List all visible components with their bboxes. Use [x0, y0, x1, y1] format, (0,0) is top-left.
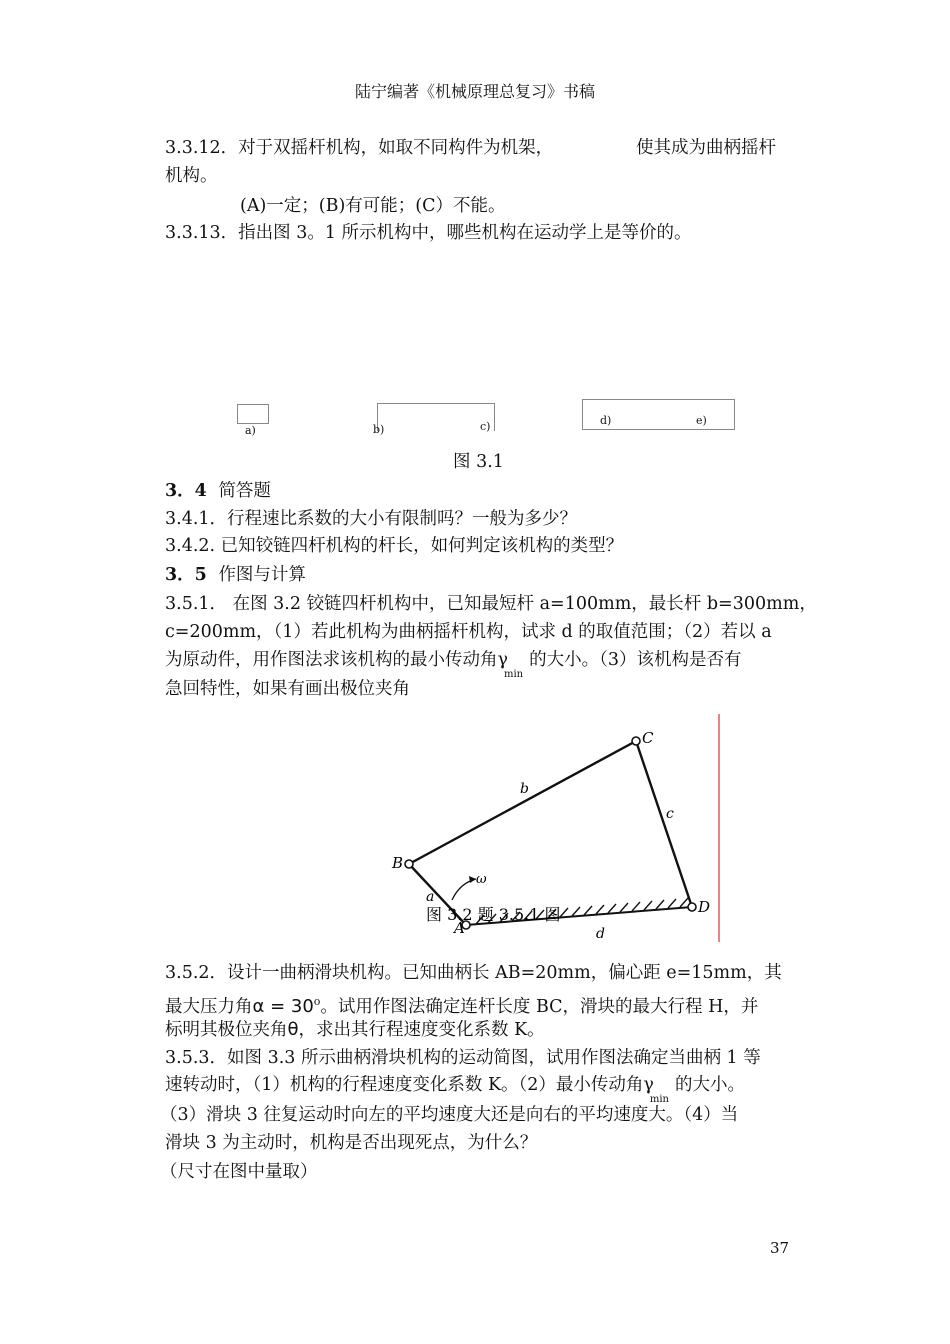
section-3-4-heading: [165, 479, 271, 503]
question-3-5-3-line2-end: 的大小。: [675, 1075, 745, 1095]
fig32-omega-arrowhead: [469, 876, 476, 883]
question-3-5-1-line2: c=200mm，（1）若此机构为曲柄摇杆机构，试求 d 的取值范围；（2）若以 a: [165, 622, 772, 642]
fig32-joint-D: [688, 903, 696, 911]
question-3-3-12-line1b: 使其成为曲柄摇杆: [636, 138, 776, 158]
question-3-5-1-line3-start: 为原动件，用作图法求该机构的最小传动角: [165, 650, 498, 670]
question-3-3-12-line1a: 3.3.12．对于双摇杆机构，如取不同构件为机架，: [165, 138, 554, 158]
question-3-5-2-line3-end: ，求出其行程速度变化系数 K。: [298, 1020, 545, 1040]
question-3-3-13: 3.3.13．指出图 3。1 所示机构中，哪些机构在运动学上是等价的。: [165, 223, 692, 243]
fig32-joint-B: [405, 860, 413, 868]
fig32-label-d: d: [596, 926, 605, 942]
fig31-label-e: e): [696, 414, 707, 427]
fig32-caption: 图 3.2 题 3.5.1 图: [426, 905, 561, 924]
alpha-equation: α = 30: [252, 995, 314, 1017]
fig32-label-omega: ω: [476, 872, 487, 887]
fig32-diagram: [380, 710, 740, 950]
question-3-5-1-line3-end: 的大小。（3）该机构是否有: [529, 650, 742, 670]
section-3-5-number: 3．5: [165, 565, 207, 585]
section-3-5-heading: [165, 563, 306, 587]
fig32-label-c: c: [666, 806, 674, 822]
fig32-label-A: A: [454, 919, 465, 937]
question-3-5-3-line3: （3）滑块 3 往复运动时向左的平均速度大还是向右的平均速度大。（4）当: [160, 1105, 739, 1125]
fig31-frame-bc: [377, 403, 495, 431]
gamma-min-subscript-2: min: [649, 1094, 669, 1105]
fig32-omega-arrow: [452, 879, 476, 900]
fig32-label-C: C: [642, 729, 654, 747]
fig31-frame-a: [237, 404, 269, 424]
question-3-5-3-line1: 3.5.3．如图 3.3 所示曲柄滑块机构的运动简图，试用作图法确定当曲柄 1 等: [165, 1048, 761, 1068]
gamma-symbol: γ: [497, 650, 508, 670]
section-3-4-number: 3．4: [165, 481, 207, 501]
fig32-label-b: b: [520, 781, 529, 797]
fig31-caption: 图 3.1: [453, 452, 504, 472]
question-3-5-3-line2: [165, 1073, 745, 1105]
fig31-label-d: d): [600, 414, 612, 427]
question-3-5-1-line3: [165, 648, 742, 680]
question-3-5-1-line1: 3.5.1． 在图 3.2 铰链四杆机构中，已知最短杆 a=100mm，最长杆 b=300mm，: [165, 594, 817, 614]
degree-symbol: o: [313, 995, 321, 1008]
running-header: 陆宁编著《机械原理总复习》书稿: [354, 82, 595, 101]
fig32-label-D: D: [698, 898, 711, 916]
question-3-5-2-line3-start: 标明其极位夹角: [165, 1020, 288, 1040]
question-3-5-3-line5: （尺寸在图中量取）: [160, 1162, 318, 1182]
question-3-4-2: 3.4.2. 已知铰链四杆机构的杆长，如何判定该机构的类型？: [165, 536, 624, 556]
fig31-label-c: c): [480, 420, 491, 433]
question-3-3-12-line2: 机构。: [165, 166, 218, 186]
gamma-symbol-2: γ: [643, 1075, 654, 1095]
question-3-5-3-line4: 滑块 3 为主动时，机构是否出现死点，为什么？: [165, 1133, 538, 1153]
question-3-4-1: 3.4.1．行程速比系数的大小有限制吗？一般为多少？: [165, 509, 578, 529]
fig32-link-b: [409, 741, 636, 864]
question-3-5-2-line2-end: 。试用作图法确定连杆长度 BC，滑块的最大行程 H，并: [320, 996, 759, 1017]
fig31-label-a: a): [245, 424, 256, 437]
fig32-link-c: [636, 741, 692, 907]
question-3-5-1-line4: 急回特性，如果有画出极位夹角: [165, 679, 410, 699]
question-3-3-12-options: (A)一定；(B)有可能；(C）不能。: [240, 196, 506, 216]
section-3-4-title: 简答题: [218, 481, 271, 501]
fig32-label-a: a: [426, 889, 435, 905]
fig32-joint-C: [632, 737, 640, 745]
page-number: 37: [770, 1239, 790, 1257]
fig31-label-b: b): [373, 423, 385, 436]
fig32-label-B: B: [392, 854, 404, 872]
section-3-5-title: 作图与计算: [218, 565, 306, 585]
question-3-5-2-line2: [165, 990, 758, 1019]
question-3-5-2-line2-start: 最大压力角: [165, 996, 253, 1017]
question-3-5-2-line1: 3.5.2．设计一曲柄滑块机构。已知曲柄长 AB=20mm，偏心距 e=15mm，其: [165, 963, 782, 983]
theta-symbol: θ: [287, 1019, 299, 1040]
question-3-5-3-line2-start: 速转动时，（1）机构的行程速度变化系数 K。（2）最小传动角: [165, 1075, 644, 1095]
question-3-5-2-line3: [165, 1018, 545, 1042]
gamma-min-subscript: min: [503, 669, 524, 680]
